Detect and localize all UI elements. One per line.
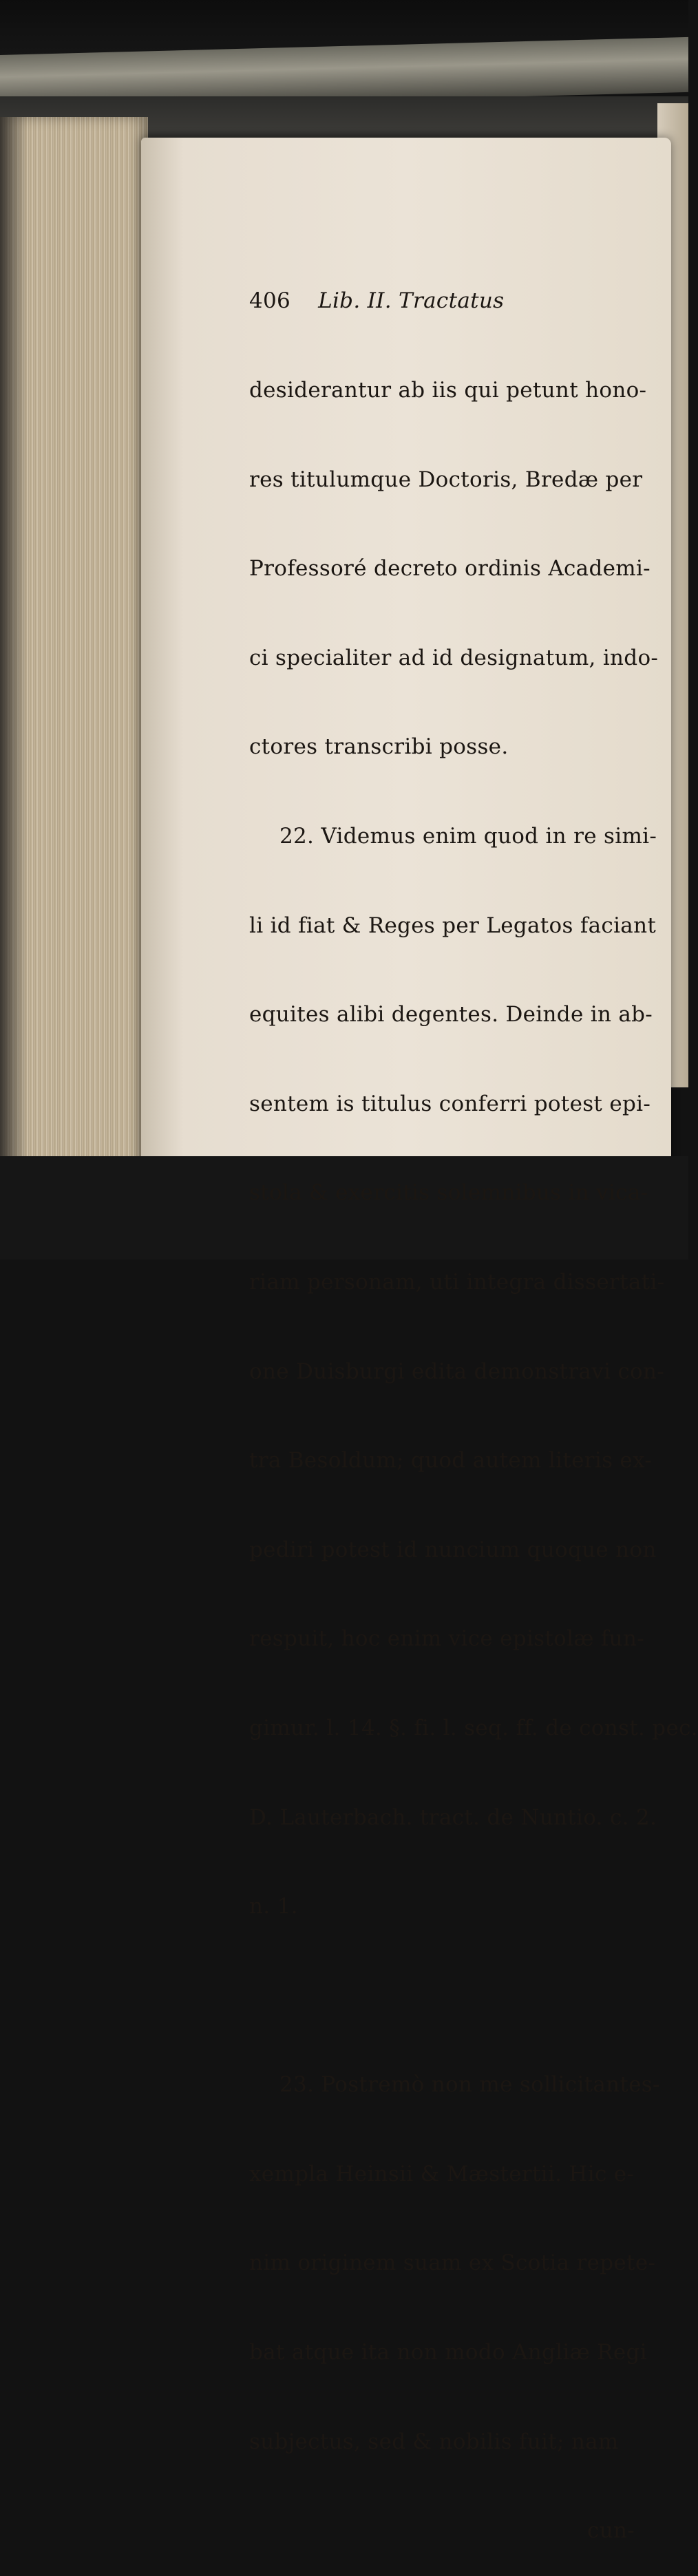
text-line: desiderantur ab iis qui petunt hono- [249,378,647,403]
text-line: ci specialiter ad id designatum, indo- [249,645,659,670]
text-line-catchword: cun- [587,2518,635,2544]
running-head-title: Lib. II. Tractatus [318,288,505,314]
text-line: equites alibi degentes. Deinde in ab- [249,1002,653,1028]
text-line: tra Besoldum; quod autem literis ex- [249,1448,653,1473]
text-line-blank [249,1981,662,2011]
text-line: ctores transcribi posse. [249,734,509,760]
text-line: bat atque ita non modo Angliæ Regi [249,2340,647,2365]
text-line: pediri potest id nuncium quoque non [249,1537,657,1562]
text-line: D. Lauterbach. tract. de Nuntio. c. 2. [249,1805,657,1830]
page-text-block [249,227,698,2576]
page-block-edges [0,117,148,1204]
text-line: xempla Heinsii & Mæstertii. Hic e- [249,2161,635,2186]
text-line: n. 1. [249,1894,298,1919]
text-line: stola & exercitis solemnibus in vica- [249,1180,648,1206]
text-line: nim originem suam ex Scotia repete- [249,2250,656,2276]
running-head [249,286,662,316]
text-line: gimur. l. 14. §. fi. l. seq. ff. de const. pec. [249,1715,698,1741]
text-line: one Duisburgi edita demonstravi con- [249,1359,665,1384]
text-line: li id fiat & Reges per Legatos faciant [249,913,657,938]
page-number: 406 [249,288,291,314]
text-line: respuit, hoc enim vice epistolæ fun- [249,1626,644,1652]
text-line: riam personam, uti integra dissertati- [249,1269,665,1295]
text-line: subjectus, sed & nobilis fuit; nam [249,2429,619,2454]
text-line: Professoré decreto ordinis Academi- [249,556,651,582]
text-line-paragraph-start: 23. Postremò non me sollicitantes- [279,2072,660,2098]
text-line: sentem is titulus conferri potest epi- [249,1091,651,1116]
text-line: res titulumque Doctoris, Bredæ per [249,467,643,492]
text-line-paragraph-start: 22. Videmus enim quod in re simi- [279,823,657,849]
